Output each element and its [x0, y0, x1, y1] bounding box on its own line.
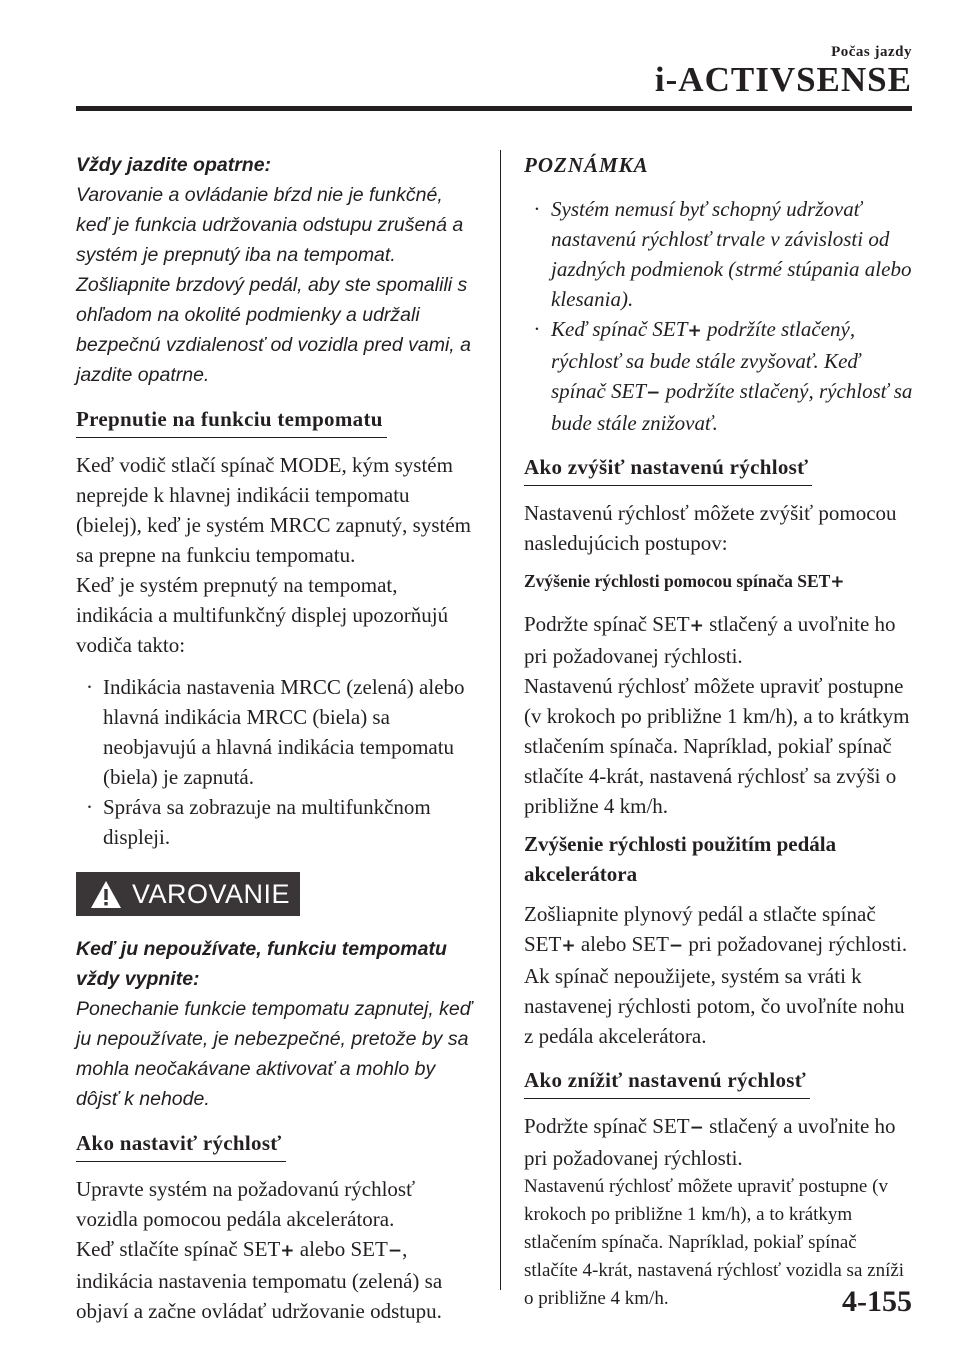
section-title: Počas jazdy: [831, 44, 912, 60]
plus-icon: +: [280, 1241, 295, 1261]
set-speed-paragraph-1: Upravte systém na požadovanú rýchlosť vozidla pomocou pedála akcelerátora.: [76, 1177, 416, 1231]
sub2-paragraph-2: Ak spínač nepoužijete, systém sa vráti k nastavenej rýchlosti potom, čo uvoľníte nohu z pedála akcelerátora.: [524, 964, 905, 1048]
sub1-paragraph-2: Nastavenú rýchlosť môžete upraviť postupne (v krokoch po približne 1 km/h), a to krátkym stlačením spínača. Napríklad, pokiaľ spínač stlačíte 4-krát, nastavená rýchlosť sa zvýši o približne 4 km/h.: [524, 674, 910, 818]
switch-paragraph-2: Keď je systém prepnutý na tempomat, indikácia a multifunkčný displej upozorňujú vodiča takto:: [76, 573, 449, 657]
list-item: [524, 314, 914, 438]
sub1-paragraph-1: Podržte spínač SET+ stlačený a uvoľnite ho pri požadovanej rýchlosti.: [524, 612, 896, 668]
increase-paragraph: Nastavenú rýchlosť môžete zvýšiť pomocou nasledujúcich postupov:: [524, 501, 897, 555]
page-number: 4-155: [842, 1285, 912, 1318]
caution-title: Vždy jazdite opatrne:: [76, 154, 272, 176]
warning-body: Ponechanie funkcie tempomatu zapnutej, keď ju nepoužívate, je nebezpečné, pretože by sa mohla neočakávane aktivovať a mohlo by dôjsť k nehode.: [76, 998, 472, 1110]
decrease-paragraph-2: Nastavenú rýchlosť môžete upraviť postupne (v krokoch po približne 1 km/h), a to krátkym stlačením spínača. Napríklad, pokiaľ spínač stlačíte 4-krát, nastavená rýchlosť vozidla sa zníži o približne 4 km/h.: [524, 1176, 905, 1309]
left-column: [76, 150, 476, 1326]
decrease-paragraph-1: Podržte spínač SET− stlačený a uvoľnite ho pri požadovanej rýchlosti.: [524, 1114, 896, 1170]
plus-icon: +: [830, 572, 845, 592]
warning-label: VAROVANIE: [132, 879, 291, 909]
switch-paragraph-1: Keď vodič stlačí spínač MODE, kým systém neprejde k hlavnej indikácii tempomatu (bielej), keď je systém MRCC zapnutý, systém sa prepne na funkciu tempomatu.: [76, 453, 472, 567]
sub2-paragraph-1: Zošliapnite plynový pedál a stlačte spínač SET+ alebo SET− pri požadovanej rýchlosti.: [524, 902, 908, 956]
header-rule: [76, 106, 912, 111]
set-speed-paragraph-2: Keď stlačíte spínač SET+ alebo SET−, indikácia nastavenia tempomatu (zelená) sa objaví a začne ovládať udržovanie odstupu.: [76, 1237, 443, 1323]
right-column: [524, 150, 914, 1313]
caution-body: Varovanie a ovládanie bŕzd nie je funkčné, keď je funkcia udržovania odstupu zrušená a systém je prepnutý iba na tempomat. Zošliapnite brzdový pedál, aby ste spomalili s ohľadom na okolité podmienky a udržali bezpečnú vzdialenosť od vozidla pred vami, a jazdite opatrne.: [76, 184, 471, 386]
bullet-icon: ·: [534, 317, 540, 341]
list-item-text: Správa sa zobrazuje na multifunkčnom displeji.: [103, 795, 431, 849]
switch-heading: Prepnutie na funkciu tempomatu: [76, 404, 387, 438]
bullet-icon: ·: [86, 675, 93, 699]
list-item-text: Keď spínač SET+ podržíte stlačený, rýchlosť sa bude stále zvyšovať. Keď spínač SET− podržíte stlačený, rýchlosť sa bude stále znižovať.: [551, 317, 913, 435]
plus-icon: +: [689, 616, 704, 636]
warning-triangle-icon: [90, 880, 122, 909]
chapter-title: i-ACTIVSENSE: [654, 60, 912, 99]
sub-heading-pedal: Zvýšenie rýchlosti použitím pedála akcelerátora: [524, 832, 837, 886]
minus-icon: −: [646, 383, 661, 403]
plus-icon: +: [561, 936, 576, 956]
list-item: [76, 672, 476, 792]
set-speed-heading: Ako nastaviť rýchlosť: [76, 1128, 286, 1162]
list-item: [524, 194, 914, 314]
bullet-icon: ·: [86, 795, 93, 819]
minus-icon: −: [668, 936, 684, 956]
plus-icon: +: [687, 321, 702, 341]
column-divider: [500, 150, 501, 1290]
decrease-heading: Ako znížiť nastavenú rýchlosť: [524, 1065, 810, 1099]
list-item: [76, 792, 476, 852]
bullet-icon: ·: [534, 197, 540, 221]
minus-icon: −: [689, 1118, 704, 1138]
increase-heading: Ako zvýšiť nastavenú rýchlosť: [524, 452, 812, 486]
list-item-text: Indikácia nastavenia MRCC (zelená) alebo hlavná indikácia MRCC (biela) sa neobjavujú a hlavná indikácia tempomatu (biela) je zapnutá.: [103, 675, 465, 789]
list-item-text: Systém nemusí byť schopný udržovať nastavenú rýchlosť trvale v závislosti od jazdných podmienok (strmé stúpania alebo klesania).: [551, 197, 912, 311]
note-title: POZNÁMKA: [524, 153, 649, 177]
sub-heading-set-plus: Zvýšenie rýchlosti pomocou spínača SET+: [524, 571, 845, 592]
warning-title: Keď ju nepoužívate, funkciu tempomatu vždy vypnite:: [76, 938, 447, 990]
warning-badge: [76, 872, 300, 916]
minus-icon: −: [387, 1241, 403, 1261]
